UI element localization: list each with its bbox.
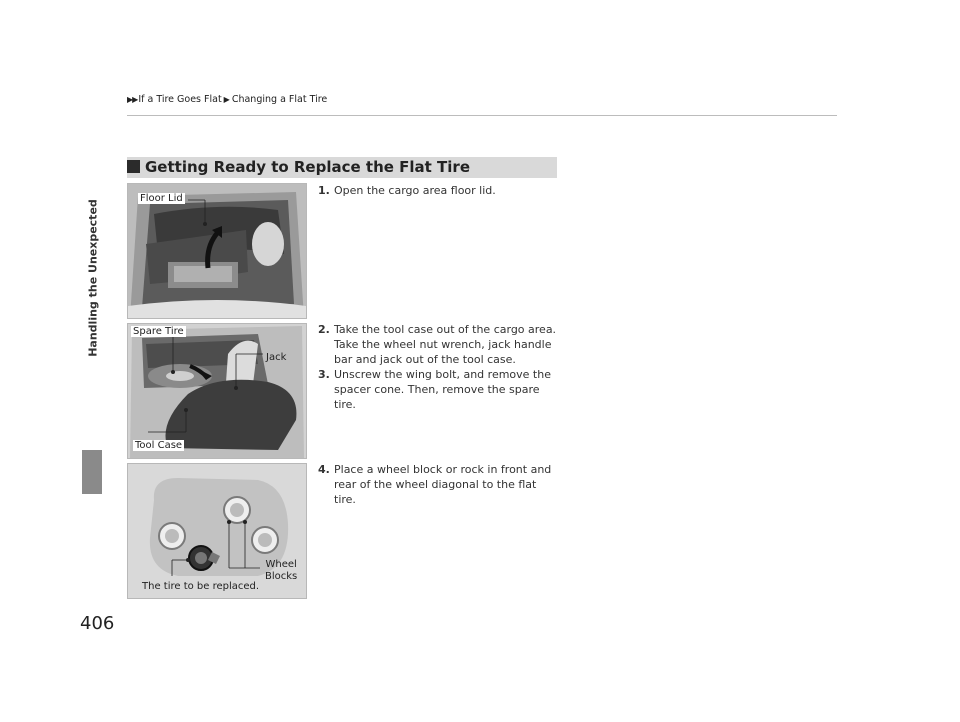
breadcrumb-item-changing-flat-tire[interactable]: Changing a Flat Tire — [231, 94, 328, 105]
step-number: 4. — [318, 463, 330, 476]
section-title: Getting Ready to Replace the Flat Tire — [145, 158, 470, 176]
arrow-right-icon: ▶ — [223, 95, 230, 104]
step-2 — [318, 322, 559, 367]
square-bullet-icon — [127, 160, 140, 173]
step-4 — [318, 462, 559, 507]
double-arrow-icon: ▶▶ — [127, 95, 138, 104]
step-number: 1. — [318, 184, 330, 197]
callout-floor-lid: Floor Lid — [140, 193, 183, 204]
callout-tool-case: Tool Case — [135, 440, 183, 451]
breadcrumb — [127, 94, 327, 105]
header-rule — [127, 115, 837, 116]
figure-floor-lid — [127, 183, 307, 319]
chapter-tab-marker — [82, 450, 102, 494]
chapter-side-label — [85, 105, 101, 450]
callout-tire-to-be-replaced: The tire to be replaced. — [142, 581, 260, 592]
callout-wheel-blocks — [265, 559, 297, 583]
step-number: 3. — [318, 368, 330, 381]
callout-wheel-blocks-line1: Wheel — [265, 559, 297, 570]
step-text: Open the cargo area floor lid. — [334, 184, 496, 197]
callout-spare-tire: Spare Tire — [133, 326, 184, 337]
cargo-floor-lid-illustration — [128, 184, 306, 318]
step-2-3 — [318, 322, 559, 412]
step-text: Place a wheel block or rock in front and rear of the wheel diagonal to the flat tire. — [334, 463, 552, 506]
figure-wheel-blocks — [127, 463, 307, 599]
breadcrumb-item-flat-tire[interactable]: If a Tire Goes Flat — [138, 94, 222, 105]
step-text: Unscrew the wing bolt, and remove the spacer cone. Then, remove the spare tire. — [334, 368, 551, 411]
callout-wheel-blocks-line2: Blocks — [265, 571, 298, 582]
callout-jack: Jack — [266, 352, 287, 363]
section-header — [127, 157, 557, 178]
page-number: 406 — [80, 613, 115, 634]
step-3 — [318, 367, 559, 412]
figure-spare-tire-jack — [127, 323, 307, 459]
spare-tire-jack-illustration — [128, 324, 306, 458]
step-number: 2. — [318, 323, 330, 336]
step-text: Take the tool case out of the cargo area. Take the wheel nut wrench, jack handle bar and jack out of the tool case. — [334, 323, 557, 366]
step-1 — [318, 183, 559, 198]
chapter-title: Handling the Unexpected — [86, 198, 100, 357]
